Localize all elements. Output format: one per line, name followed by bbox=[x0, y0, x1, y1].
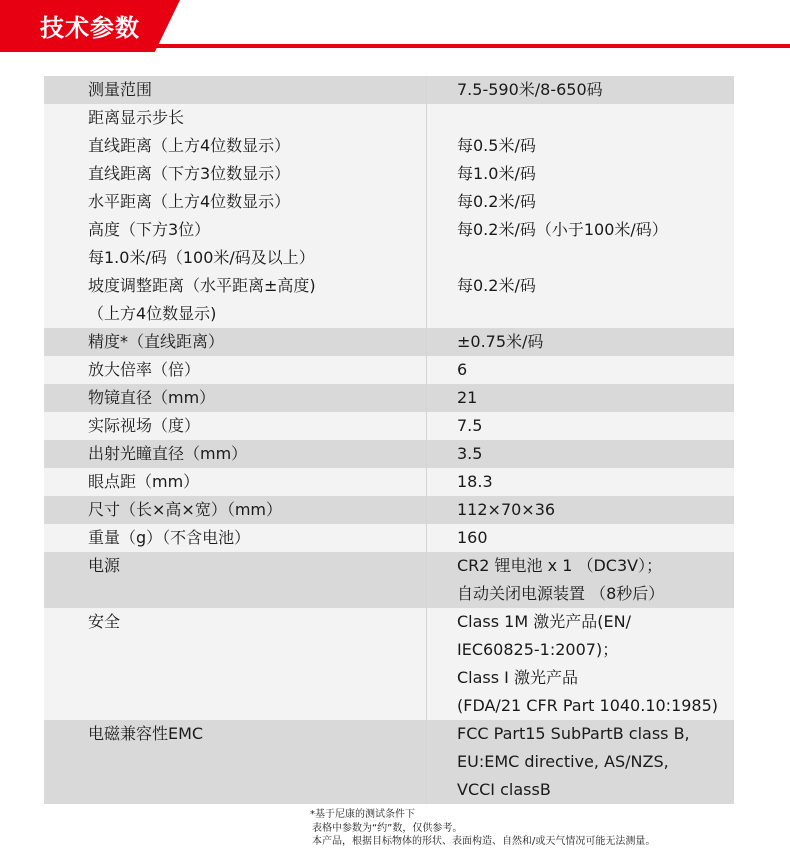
spec-row bbox=[44, 328, 734, 356]
spec-row bbox=[44, 496, 734, 524]
spec-label-line bbox=[88, 636, 426, 664]
spec-label-line: 每1.0米/码（100米/码及以上） bbox=[88, 248, 315, 267]
spec-value bbox=[427, 76, 735, 104]
spec-label-line: 尺寸（长×高×宽）（mm） bbox=[88, 500, 282, 519]
spec-value-line: EU:EMC directive, AS/NZS, bbox=[457, 752, 669, 771]
spec-value-line: 每0.2米/码 bbox=[457, 192, 536, 211]
spec-label-line bbox=[88, 580, 426, 608]
spec-label bbox=[44, 496, 427, 524]
spec-value bbox=[427, 412, 735, 440]
spec-label-line: 出射光瞳直径（mm） bbox=[88, 444, 248, 463]
spec-label-line: 电磁兼容性EMC bbox=[88, 724, 204, 743]
spec-value-line: 6 bbox=[457, 360, 468, 379]
spec-label bbox=[44, 328, 427, 356]
spec-label-line: 距离显示步长 bbox=[88, 108, 185, 127]
spec-value-line: CR2 锂电池 x 1 （DC3V）； bbox=[457, 556, 663, 575]
spec-value-line: (FDA/21 CFR Part 1040.10:1985) bbox=[457, 696, 719, 715]
spec-value-line: 7.5-590米/8-650码 bbox=[457, 80, 603, 99]
spec-label bbox=[44, 524, 427, 552]
spec-label bbox=[44, 468, 427, 496]
spec-table bbox=[44, 76, 734, 804]
spec-label-line: 电源 bbox=[88, 556, 121, 575]
spec-value-line: 每0.5米/码 bbox=[457, 136, 536, 155]
spec-label bbox=[44, 76, 427, 104]
spec-label-line: 安全 bbox=[88, 612, 121, 631]
spec-label-line: （上方4位数显示) bbox=[88, 304, 217, 323]
spec-row bbox=[44, 552, 734, 608]
footnote-line-1: *基于尼康的测试条件下 bbox=[310, 809, 415, 820]
spec-row bbox=[44, 468, 734, 496]
spec-label bbox=[44, 552, 427, 608]
spec-value-line: 18.3 bbox=[457, 472, 493, 491]
section-title: 技术参数 bbox=[40, 14, 140, 42]
spec-label-line bbox=[88, 664, 426, 692]
spec-value-line: 3.5 bbox=[457, 444, 483, 463]
spec-value-line: Class 1M 激光产品(EN/ bbox=[457, 612, 631, 631]
spec-label-line: 精度*（直线距离） bbox=[88, 332, 225, 351]
spec-row bbox=[44, 524, 734, 552]
spec-value-line: FCC Part15 SubPartB class B, bbox=[457, 724, 690, 743]
spec-value-line: 21 bbox=[457, 388, 478, 407]
spec-label bbox=[44, 720, 427, 804]
spec-row bbox=[44, 608, 734, 720]
spec-value-line: 112×70×36 bbox=[457, 500, 556, 519]
spec-label-line bbox=[88, 748, 426, 776]
spec-value bbox=[427, 608, 735, 720]
spec-value bbox=[427, 440, 735, 468]
spec-label-line: 直线距离（上方4位数显示） bbox=[88, 136, 291, 155]
spec-label-line: 水平距离（上方4位数显示） bbox=[88, 192, 291, 211]
spec-value-line: IEC60825-1:2007)； bbox=[457, 640, 619, 659]
spec-value bbox=[427, 356, 735, 384]
spec-value-line: 160 bbox=[457, 528, 488, 547]
spec-value-line: 每0.2米/码 bbox=[457, 276, 536, 295]
spec-label bbox=[44, 384, 427, 412]
footnote-line-3: 本产品，根据目标物体的形状、表面构造、自然和/或天气情况可能无法测量。 bbox=[312, 836, 656, 847]
spec-value bbox=[427, 496, 735, 524]
spec-label-line: 实际视场（度） bbox=[88, 416, 201, 435]
spec-value bbox=[427, 104, 735, 328]
spec-label-line: 物镜直径（mm） bbox=[88, 388, 216, 407]
spec-value-line: 自动关闭电源装置 （8秒后） bbox=[457, 584, 665, 603]
spec-label-line: 坡度调整距离（水平距离±高度) bbox=[88, 276, 316, 295]
spec-label-line: 测量范围 bbox=[88, 80, 153, 99]
spec-row bbox=[44, 76, 734, 104]
spec-label-line: 直线距离（下方3位数显示） bbox=[88, 164, 291, 183]
footnote-line-2: 表格中参数为“约”数，仅供参考。 bbox=[312, 822, 463, 834]
spec-label-line bbox=[88, 776, 426, 804]
spec-value-line: VCCI classB bbox=[457, 780, 551, 799]
spec-row bbox=[44, 720, 734, 804]
spec-value bbox=[427, 552, 735, 608]
spec-value-line bbox=[457, 300, 734, 328]
spec-row bbox=[44, 440, 734, 468]
spec-value bbox=[427, 720, 735, 804]
spec-label bbox=[44, 440, 427, 468]
spec-label-line: 重量（g）（不含电池） bbox=[88, 528, 251, 547]
spec-value-line: 7.5 bbox=[457, 416, 483, 435]
spec-value-line bbox=[457, 104, 734, 132]
spec-value-line: 每1.0米/码 bbox=[457, 164, 536, 183]
spec-value-line: Class I 激光产品 bbox=[457, 668, 578, 687]
spec-value-line: 每0.2米/码（小于100米/码） bbox=[457, 220, 668, 239]
spec-value bbox=[427, 384, 735, 412]
spec-label bbox=[44, 608, 427, 720]
footnote bbox=[310, 808, 655, 849]
spec-label bbox=[44, 104, 427, 328]
header-red-rule bbox=[150, 44, 790, 48]
spec-label-line: 放大倍率（倍） bbox=[88, 360, 201, 379]
spec-row bbox=[44, 356, 734, 384]
spec-row bbox=[44, 104, 734, 328]
spec-row bbox=[44, 412, 734, 440]
spec-row bbox=[44, 384, 734, 412]
spec-value-line: ±0.75米/码 bbox=[457, 332, 544, 351]
section-header bbox=[0, 0, 790, 52]
spec-label-line: 高度（下方3位） bbox=[88, 220, 211, 239]
spec-label bbox=[44, 356, 427, 384]
spec-value bbox=[427, 524, 735, 552]
spec-label-line: 眼点距（mm） bbox=[88, 472, 200, 491]
spec-value bbox=[427, 328, 735, 356]
spec-value-line bbox=[457, 244, 734, 272]
spec-label-line bbox=[88, 692, 426, 720]
spec-value bbox=[427, 468, 735, 496]
spec-label bbox=[44, 412, 427, 440]
